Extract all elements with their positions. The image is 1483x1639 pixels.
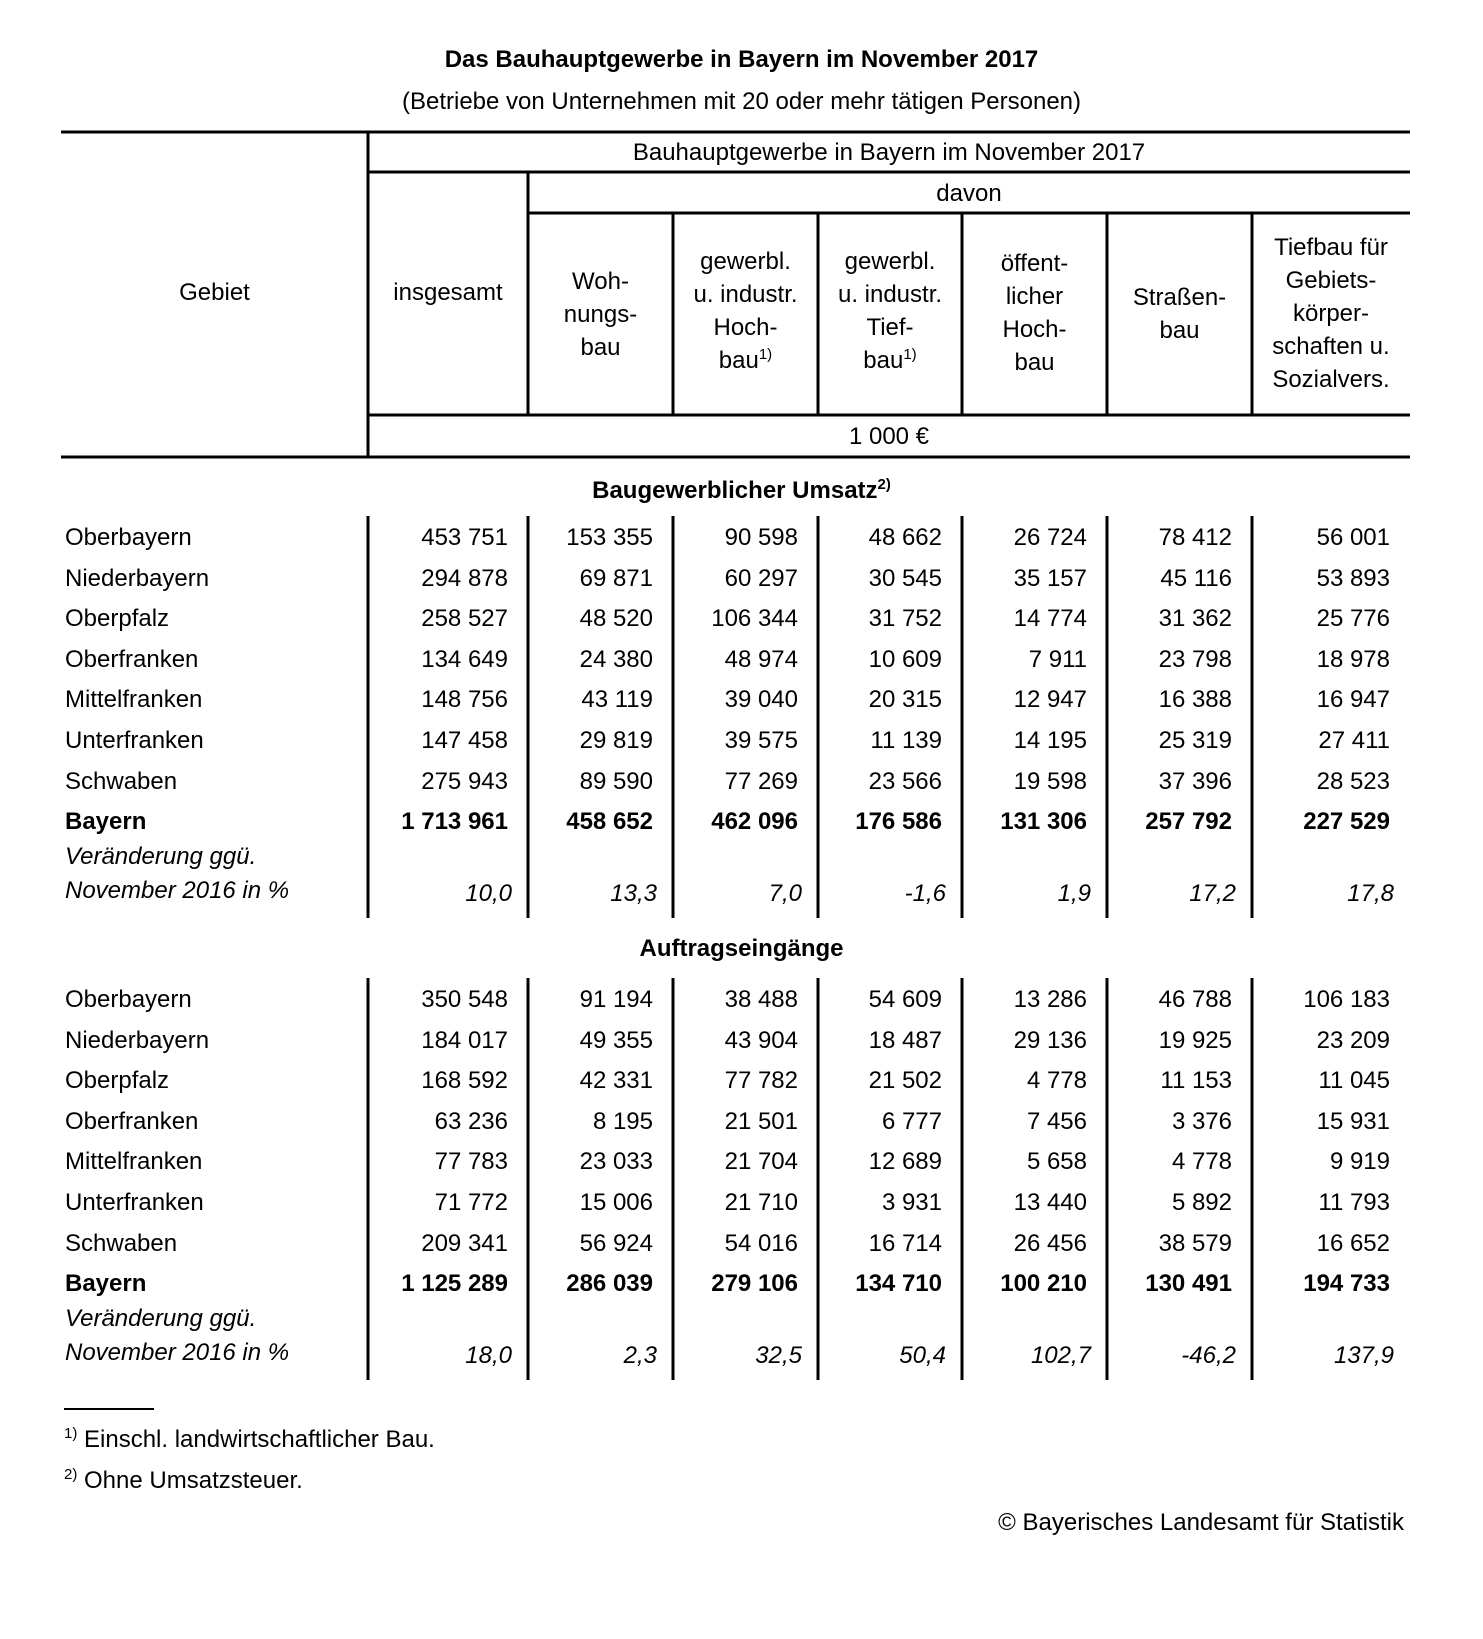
cell-value: 89 590 <box>579 768 653 795</box>
cell-value: 24 380 <box>579 646 653 673</box>
row-label: Schwaben <box>65 768 178 795</box>
cell-value: 21 710 <box>724 1189 798 1216</box>
cell-value: 37 396 <box>1158 768 1232 795</box>
cell-value: 5 658 <box>1026 1148 1087 1175</box>
cell-value: 38 579 <box>1158 1230 1232 1257</box>
header-hochbau-gewerbl: gewerbl. u. industr. Hoch- bau$^{1)}$ <box>693 248 798 374</box>
change-cell-value: 102,7 <box>1030 1342 1091 1369</box>
header-wohnungsbau: Woh- nungs- bau <box>563 268 638 361</box>
cell-value: 275 943 <box>421 768 508 795</box>
total-cell-value: 100 210 <box>1000 1270 1087 1297</box>
cell-value: 39 040 <box>724 686 798 713</box>
copyright-notice: © Bayerisches Landesamt für Statistik <box>998 1509 1404 1536</box>
cell-value: 3 376 <box>1171 1108 1232 1135</box>
cell-value: 9 919 <box>1329 1148 1390 1175</box>
cell-value: 77 783 <box>434 1148 508 1175</box>
cell-value: 11 793 <box>1318 1189 1390 1216</box>
row-label: Niederbayern <box>65 1027 210 1054</box>
cell-value: 18 978 <box>1316 646 1390 673</box>
change-cell-value: 7,0 <box>768 880 802 907</box>
footnote-mark: 2) <box>64 1466 78 1483</box>
cell-value: 21 502 <box>868 1067 942 1094</box>
cell-value: 91 194 <box>579 986 653 1013</box>
header-gebiet: Gebiet <box>179 279 250 306</box>
cell-value: 48 662 <box>868 524 942 551</box>
cell-value: 25 319 <box>1158 727 1232 754</box>
cell-value: 29 136 <box>1013 1027 1087 1054</box>
change-cell-value: 137,9 <box>1333 1342 1394 1369</box>
cell-value: 23 209 <box>1316 1027 1390 1054</box>
cell-value: 168 592 <box>421 1067 508 1094</box>
total-cell-value: 134 710 <box>855 1270 942 1297</box>
cell-value: 53 893 <box>1316 565 1390 592</box>
cell-value: 153 355 <box>566 524 653 551</box>
cell-value: 19 925 <box>1158 1027 1232 1054</box>
cell-value: 16 947 <box>1316 686 1390 713</box>
change-cell-value: 17,8 <box>1347 880 1394 907</box>
cell-value: 56 924 <box>579 1230 653 1257</box>
total-row-label: Bayern <box>65 1270 147 1297</box>
cell-value: 148 756 <box>421 686 508 713</box>
change-cell-value: 10,0 <box>465 880 512 907</box>
header-group-title: Bauhauptgewerbe in Bayern im November 2017 <box>632 139 1146 166</box>
cell-value: 134 649 <box>421 646 508 673</box>
cell-value: 8 195 <box>592 1108 653 1135</box>
cell-value: 23 798 <box>1158 646 1232 673</box>
header-strassenbau: Straßen- bau <box>1132 284 1227 344</box>
cell-value: 28 523 <box>1316 768 1390 795</box>
cell-value: 54 609 <box>868 986 942 1013</box>
cell-value: 26 724 <box>1013 524 1087 551</box>
total-cell-value: 1 125 289 <box>401 1270 508 1297</box>
cell-value: 4 778 <box>1171 1148 1232 1175</box>
cell-value: 350 548 <box>421 986 508 1013</box>
cell-value: 16 388 <box>1158 686 1232 713</box>
header-unit: 1 000 € <box>848 423 930 450</box>
cell-value: 31 752 <box>868 605 942 632</box>
cell-value: 4 778 <box>1026 1067 1087 1094</box>
cell-value: 45 116 <box>1160 565 1232 592</box>
cell-value: 7 456 <box>1026 1108 1087 1135</box>
row-label: Schwaben <box>65 1230 178 1257</box>
cell-value: 26 456 <box>1013 1230 1087 1257</box>
total-cell-value: 227 529 <box>1303 808 1390 835</box>
total-cell-value: 1 713 961 <box>401 808 508 835</box>
section-title-auftragseingaenge: Auftragseingänge <box>639 935 844 962</box>
cell-value: 42 331 <box>579 1067 653 1094</box>
header-insgesamt: insgesamt <box>393 279 503 306</box>
cell-value: 27 411 <box>1318 727 1390 754</box>
cell-value: 54 016 <box>724 1230 798 1257</box>
cell-value: 14 195 <box>1013 727 1087 754</box>
row-label: Unterfranken <box>65 727 204 754</box>
cell-value: 46 788 <box>1158 986 1232 1013</box>
footnote-mark: 1) <box>758 346 773 363</box>
total-row-label: Bayern <box>65 808 147 835</box>
cell-value: 56 001 <box>1316 524 1390 551</box>
header-tiefbau-gebietskoerperschaften: Tiefbau für Gebiets- körper- schaften u. Sozialvers. <box>1272 234 1390 393</box>
cell-value: 258 527 <box>421 605 508 632</box>
row-label: Oberfranken <box>65 646 199 673</box>
cell-value: 30 545 <box>868 565 942 592</box>
change-cell-value: 2,3 <box>623 1342 657 1369</box>
cell-value: 10 609 <box>868 646 942 673</box>
cell-value: 48 520 <box>579 605 653 632</box>
cell-value: 18 487 <box>868 1027 942 1054</box>
change-cell-value: 32,5 <box>755 1342 802 1369</box>
cell-value: 11 153 <box>1160 1067 1232 1094</box>
cell-value: 6 777 <box>881 1108 942 1135</box>
total-cell-value: 286 039 <box>566 1270 653 1297</box>
change-cell-value: 1,9 <box>1057 880 1091 907</box>
cell-value: 63 236 <box>434 1108 508 1135</box>
change-label-line2: November 2016 in % <box>65 877 290 904</box>
cell-value: 78 412 <box>1158 524 1232 551</box>
cell-value: 11 139 <box>870 727 942 754</box>
cell-value: 23 566 <box>868 768 942 795</box>
footnote-mark: 2) <box>877 476 891 493</box>
total-cell-value: 257 792 <box>1145 808 1232 835</box>
row-label: Mittelfranken <box>65 686 203 713</box>
cell-value: 209 341 <box>421 1230 508 1257</box>
cell-value: 31 362 <box>1158 605 1232 632</box>
total-cell-value: 130 491 <box>1145 1270 1232 1297</box>
cell-value: 12 947 <box>1013 686 1087 713</box>
cell-value: 13 286 <box>1013 986 1087 1013</box>
cell-value: 20 315 <box>868 686 942 713</box>
change-cell-value: 17,2 <box>1189 880 1236 907</box>
row-label: Oberbayern <box>65 524 192 551</box>
cell-value: 49 355 <box>579 1027 653 1054</box>
total-cell-value: 458 652 <box>566 808 653 835</box>
row-label: Oberpfalz <box>65 1067 170 1094</box>
total-cell-value: 279 106 <box>711 1270 798 1297</box>
row-label: Mittelfranken <box>65 1148 203 1175</box>
cell-value: 184 017 <box>421 1027 508 1054</box>
cell-value: 43 119 <box>581 686 653 713</box>
table-subtitle: (Betriebe von Unternehmen mit 20 oder mehr tätigen Personen) <box>401 88 1082 115</box>
cell-value: 12 689 <box>868 1148 942 1175</box>
cell-value: 25 776 <box>1316 605 1390 632</box>
change-cell-value: 50,4 <box>899 1342 946 1369</box>
cell-value: 77 269 <box>724 768 798 795</box>
cell-value: 35 157 <box>1013 565 1087 592</box>
footnote-1: $^{1)}$ Einschl. landwirtschaftlicher Bau. <box>64 1425 435 1453</box>
cell-value: 23 033 <box>579 1148 653 1175</box>
change-cell-value: -1,6 <box>904 880 946 907</box>
row-label: Oberbayern <box>65 986 192 1013</box>
total-cell-value: 176 586 <box>855 808 942 835</box>
cell-value: 48 974 <box>724 646 798 673</box>
cell-value: 60 297 <box>724 565 798 592</box>
header-oeffentlicher-hochbau: öffent- licher Hoch- bau <box>1000 250 1069 376</box>
cell-value: 7 911 <box>1028 646 1087 673</box>
change-cell-value: 18,0 <box>465 1342 512 1369</box>
change-cell-value: -46,2 <box>1181 1342 1236 1369</box>
cell-value: 29 819 <box>579 727 653 754</box>
row-label: Unterfranken <box>65 1189 204 1216</box>
header-tiefbau-gewerbl: gewerbl. u. industr. Tief- bau$^{1)}$ <box>837 248 943 374</box>
cell-value: 147 458 <box>421 727 508 754</box>
footnote-mark: 1) <box>64 1425 78 1442</box>
cell-value: 69 871 <box>579 565 653 592</box>
row-label: Oberpfalz <box>65 605 170 632</box>
change-cell-value: 13,3 <box>610 880 657 907</box>
cell-value: 39 575 <box>724 727 798 754</box>
total-cell-value: 194 733 <box>1303 1270 1390 1297</box>
cell-value: 16 714 <box>868 1230 942 1257</box>
change-label-line2: November 2016 in % <box>65 1339 290 1366</box>
cell-value: 3 931 <box>881 1189 942 1216</box>
cell-value: 71 772 <box>434 1189 508 1216</box>
cell-value: 14 774 <box>1013 605 1087 632</box>
table-title: Das Bauhauptgewerbe in Bayern im November 2017 <box>444 46 1039 73</box>
cell-value: 5 892 <box>1171 1189 1232 1216</box>
cell-value: 19 598 <box>1013 768 1087 795</box>
change-label-line1: Veränderung ggü. <box>65 1305 257 1332</box>
total-cell-value: 131 306 <box>1000 808 1087 835</box>
cell-value: 21 501 <box>724 1108 798 1135</box>
cell-value: 16 652 <box>1316 1230 1390 1257</box>
cell-value: 15 931 <box>1316 1108 1390 1135</box>
cell-value: 43 904 <box>724 1027 798 1054</box>
cell-value: 106 344 <box>711 605 798 632</box>
cell-value: 13 440 <box>1013 1189 1087 1216</box>
cell-value: 11 045 <box>1318 1067 1390 1094</box>
footnote-2: $^{2)}$ Ohne Umsatzsteuer. <box>64 1466 303 1494</box>
change-label-line1: Veränderung ggü. <box>65 843 257 870</box>
total-cell-value: 462 096 <box>711 808 798 835</box>
cell-value: 90 598 <box>724 524 798 551</box>
section-title-umsatz: Baugewerblicher Umsatz$^{2)}$ <box>592 476 891 504</box>
footnote-mark: 1) <box>903 346 917 363</box>
row-label: Niederbayern <box>65 565 210 592</box>
cell-value: 106 183 <box>1303 986 1390 1013</box>
cell-value: 15 006 <box>579 1189 653 1216</box>
cell-value: 453 751 <box>421 524 508 551</box>
header-davon: davon <box>936 180 1002 207</box>
cell-value: 38 488 <box>724 986 798 1013</box>
row-label: Oberfranken <box>65 1108 199 1135</box>
cell-value: 21 704 <box>724 1148 798 1175</box>
cell-value: 294 878 <box>421 565 508 592</box>
cell-value: 77 782 <box>724 1067 798 1094</box>
